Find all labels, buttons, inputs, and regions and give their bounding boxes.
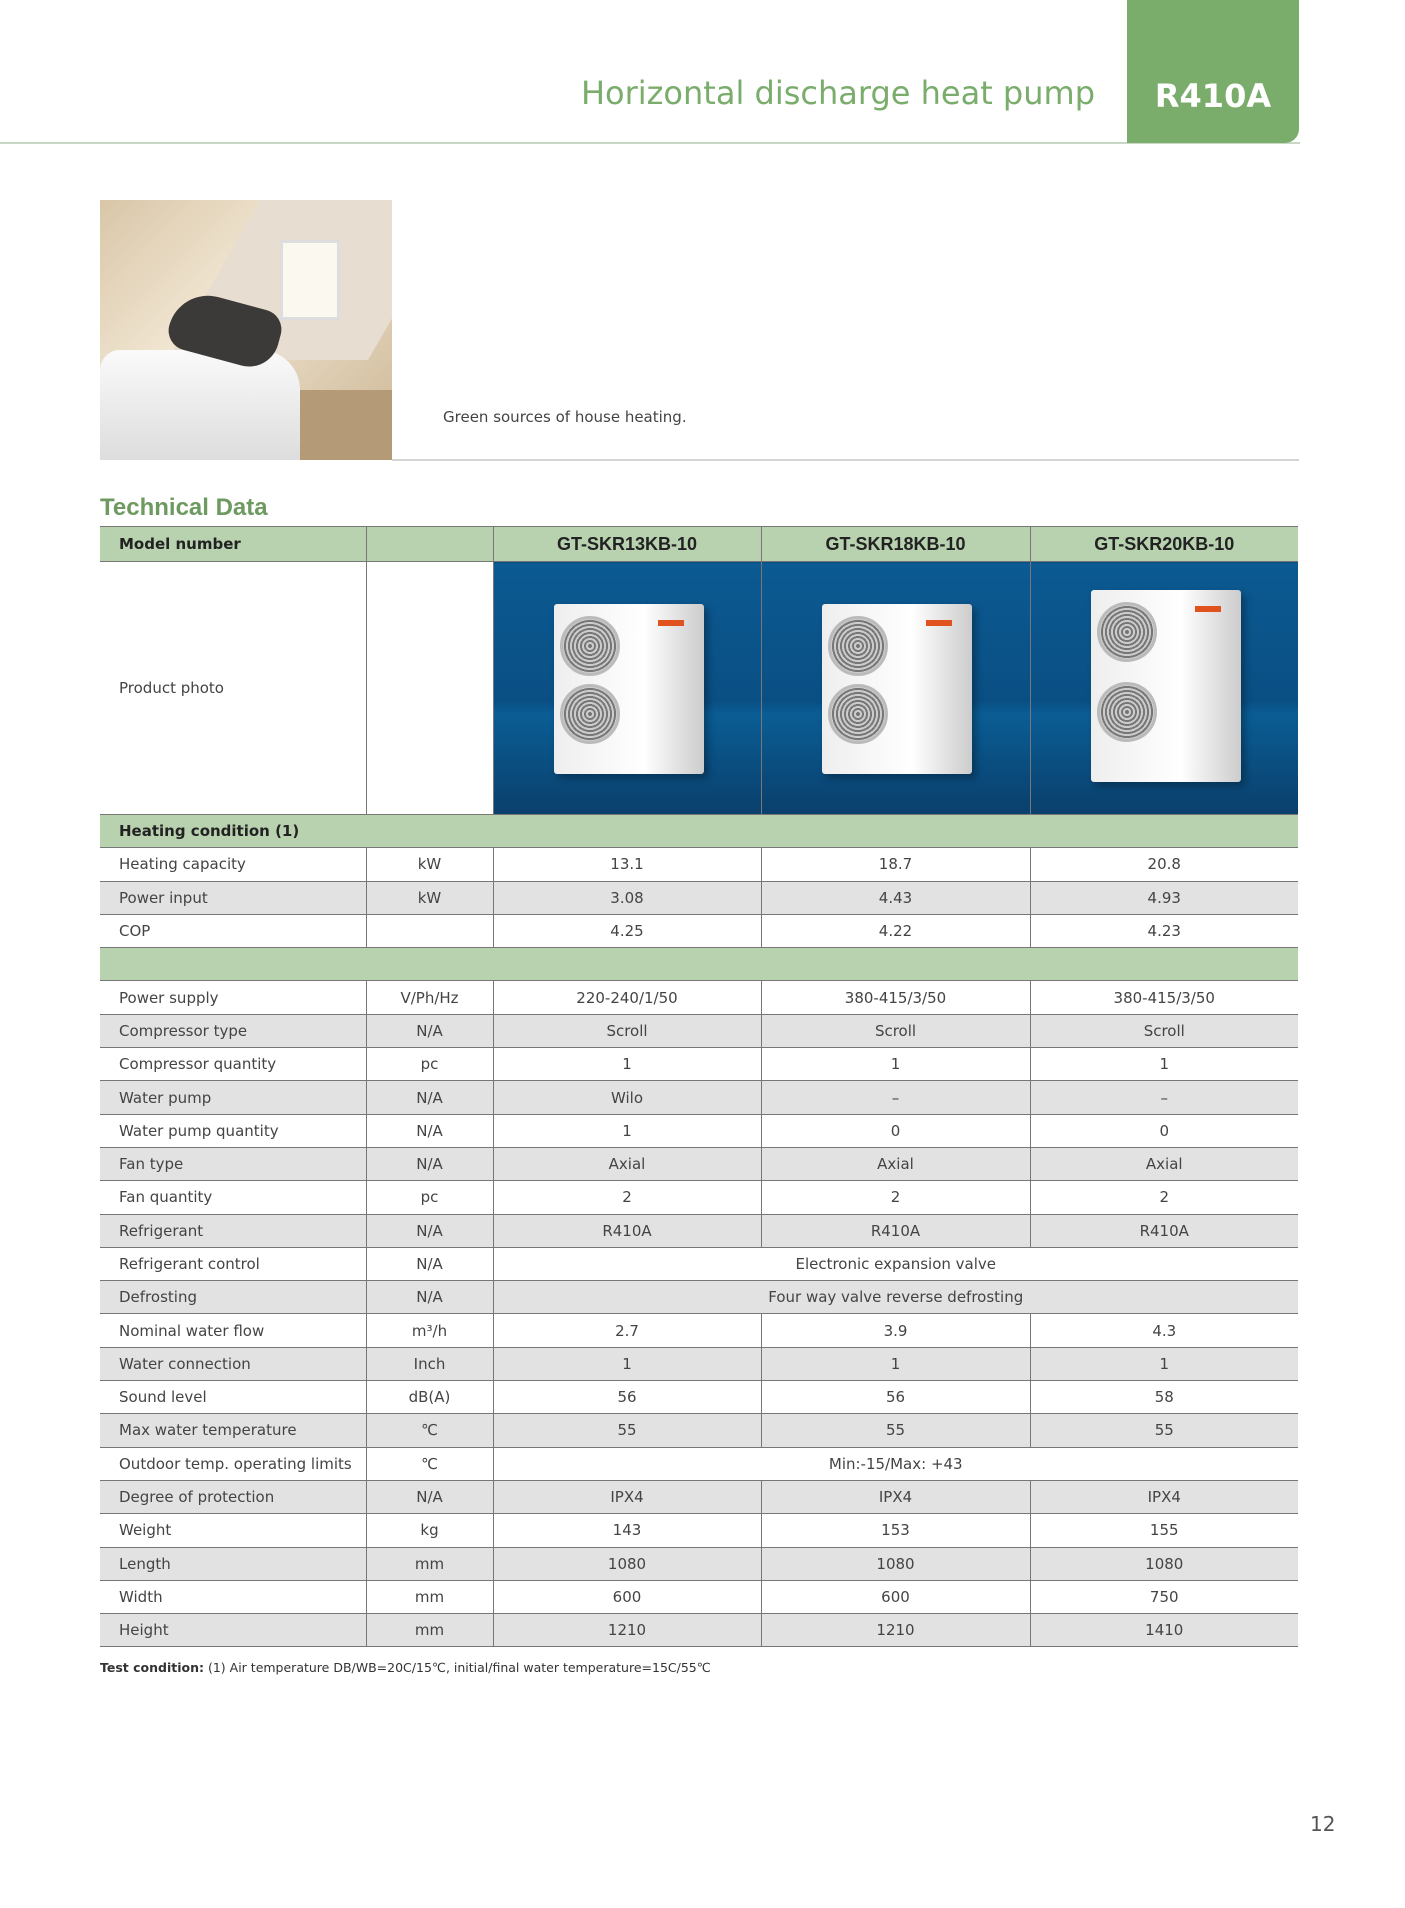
- table-header-row: [100, 527, 1298, 562]
- product-photo: [761, 562, 1030, 815]
- row-unit: dB(A): [366, 1381, 493, 1414]
- row-value: 1080: [493, 1547, 761, 1580]
- model-header: GT-SKR18KB-10: [761, 527, 1030, 562]
- row-label: Degree of protection: [100, 1480, 366, 1513]
- model-header: GT-SKR13KB-10: [493, 527, 761, 562]
- row-value: Scroll: [761, 1014, 1030, 1047]
- row-unit: mm: [366, 1614, 493, 1647]
- note-label: Test condition:: [100, 1660, 204, 1675]
- product-photo: [1030, 562, 1298, 815]
- table-row: [100, 1480, 1298, 1513]
- row-value: 20.8: [1030, 848, 1298, 881]
- row-value: R410A: [761, 1214, 1030, 1247]
- section-label: Heating condition (1): [100, 815, 1298, 848]
- row-label: Max water temperature: [100, 1414, 366, 1447]
- row-label: Heating capacity: [100, 848, 366, 881]
- row-value: Scroll: [1030, 1014, 1298, 1047]
- row-label: Length: [100, 1547, 366, 1580]
- table-row: [100, 1114, 1298, 1147]
- product-photo: [493, 562, 761, 815]
- row-label: Compressor quantity: [100, 1048, 366, 1081]
- row-unit: N/A: [366, 1480, 493, 1513]
- row-label: Defrosting: [100, 1281, 366, 1314]
- row-value: Axial: [493, 1147, 761, 1180]
- header-rule: [0, 142, 1300, 144]
- table-row: [100, 1347, 1298, 1380]
- row-value: 0: [761, 1114, 1030, 1147]
- section-spacer: [100, 948, 1298, 981]
- row-value: Four way valve reverse defrosting: [493, 1281, 1298, 1314]
- table-row: [100, 1381, 1298, 1414]
- row-label: Outdoor temp. operating limits: [100, 1447, 366, 1480]
- table-row: [100, 1048, 1298, 1081]
- row-unit: m³/h: [366, 1314, 493, 1347]
- table-row: [100, 1447, 1298, 1480]
- row-unit: N/A: [366, 1281, 493, 1314]
- table-row: [100, 914, 1298, 947]
- row-value: 2: [493, 1181, 761, 1214]
- page-title: Horizontal discharge heat pump: [580, 74, 1095, 112]
- row-value: 13.1: [493, 848, 761, 881]
- row-label: Water connection: [100, 1347, 366, 1380]
- table-row: [100, 1214, 1298, 1247]
- row-label: COP: [100, 914, 366, 947]
- row-unit: pc: [366, 1181, 493, 1214]
- row-value: R410A: [493, 1214, 761, 1247]
- table-row: [100, 1614, 1298, 1647]
- row-value: 58: [1030, 1381, 1298, 1414]
- row-label: Fan type: [100, 1147, 366, 1180]
- table-row: [100, 1514, 1298, 1547]
- row-value: 55: [1030, 1414, 1298, 1447]
- row-value: 2.7: [493, 1314, 761, 1347]
- section-title: Technical Data: [100, 494, 268, 521]
- table-row: [100, 1014, 1298, 1047]
- row-value: 380-415/3/50: [761, 981, 1030, 1014]
- row-value: 1: [761, 1347, 1030, 1380]
- table-row: [100, 1281, 1298, 1314]
- row-value: 1: [761, 1048, 1030, 1081]
- row-value: 600: [493, 1580, 761, 1613]
- lifestyle-photo: [100, 200, 392, 460]
- row-value: 56: [493, 1381, 761, 1414]
- row-unit: N/A: [366, 1214, 493, 1247]
- row-value: –: [1030, 1081, 1298, 1114]
- row-value: Min:-15/Max: +43: [493, 1447, 1298, 1480]
- divider: [392, 459, 1299, 461]
- row-value: 56: [761, 1381, 1030, 1414]
- row-value: 4.93: [1030, 881, 1298, 914]
- row-value: 1: [1030, 1347, 1298, 1380]
- row-unit: N/A: [366, 1147, 493, 1180]
- row-value: 55: [761, 1414, 1030, 1447]
- row-unit: kW: [366, 881, 493, 914]
- row-value: 3.9: [761, 1314, 1030, 1347]
- row-value: 1: [493, 1114, 761, 1147]
- row-label: Width: [100, 1580, 366, 1613]
- row-value: 4.23: [1030, 914, 1298, 947]
- row-label: Fan quantity: [100, 1181, 366, 1214]
- table-row: [100, 1580, 1298, 1613]
- row-value: Axial: [761, 1147, 1030, 1180]
- table-row: [100, 1081, 1298, 1114]
- row-value: 55: [493, 1414, 761, 1447]
- row-value: 155: [1030, 1514, 1298, 1547]
- row-unit: pc: [366, 1048, 493, 1081]
- row-value: 2: [761, 1181, 1030, 1214]
- row-label: Product photo: [100, 562, 366, 815]
- row-value: Scroll: [493, 1014, 761, 1047]
- section-row: [100, 815, 1298, 848]
- table-row: [100, 981, 1298, 1014]
- row-unit: kW: [366, 848, 493, 881]
- row-value: 1210: [493, 1614, 761, 1647]
- row-label: Compressor type: [100, 1014, 366, 1047]
- row-unit: mm: [366, 1547, 493, 1580]
- page-number: 12: [1310, 1812, 1336, 1836]
- row-value: 4.3: [1030, 1314, 1298, 1347]
- row-value: 750: [1030, 1580, 1298, 1613]
- test-condition-note: [100, 1660, 711, 1675]
- row-value: 1080: [761, 1547, 1030, 1580]
- model-header: GT-SKR20KB-10: [1030, 527, 1298, 562]
- row-label: Height: [100, 1614, 366, 1647]
- row-value: 600: [761, 1580, 1030, 1613]
- row-unit: N/A: [366, 1081, 493, 1114]
- row-unit: kg: [366, 1514, 493, 1547]
- row-value: 1: [493, 1048, 761, 1081]
- table-row: [100, 1247, 1298, 1280]
- row-unit: N/A: [366, 1114, 493, 1147]
- row-value: 1: [493, 1347, 761, 1380]
- row-value: 4.43: [761, 881, 1030, 914]
- row-unit: mm: [366, 1580, 493, 1613]
- row-label: Power input: [100, 881, 366, 914]
- table-row: [100, 1314, 1298, 1347]
- row-value: R410A: [1030, 1214, 1298, 1247]
- section-row: [100, 948, 1298, 981]
- table-row: [100, 1147, 1298, 1180]
- row-label: Refrigerant: [100, 1214, 366, 1247]
- row-value: 1210: [761, 1614, 1030, 1647]
- row-value: 2: [1030, 1181, 1298, 1214]
- row-value: 1: [1030, 1048, 1298, 1081]
- row-label: Weight: [100, 1514, 366, 1547]
- row-value: IPX4: [493, 1480, 761, 1513]
- row-value: Electronic expansion valve: [493, 1247, 1298, 1280]
- photo-caption: Green sources of house heating.: [443, 408, 687, 426]
- row-value: 220-240/1/50: [493, 981, 761, 1014]
- row-value: 1410: [1030, 1614, 1298, 1647]
- row-label: Sound level: [100, 1381, 366, 1414]
- header-label: Model number: [100, 527, 366, 562]
- table-row: [100, 881, 1298, 914]
- product-photo-row: [100, 562, 1298, 815]
- table-row: [100, 848, 1298, 881]
- row-value: 153: [761, 1514, 1030, 1547]
- row-value: IPX4: [1030, 1480, 1298, 1513]
- row-label: Power supply: [100, 981, 366, 1014]
- row-value: 143: [493, 1514, 761, 1547]
- row-unit: N/A: [366, 1014, 493, 1047]
- row-unit: [366, 914, 493, 947]
- row-value: IPX4: [761, 1480, 1030, 1513]
- row-value: 380-415/3/50: [1030, 981, 1298, 1014]
- spec-table: [100, 526, 1298, 1647]
- row-value: Wilo: [493, 1081, 761, 1114]
- row-value: 4.22: [761, 914, 1030, 947]
- row-unit: V/Ph/Hz: [366, 981, 493, 1014]
- row-label: Refrigerant control: [100, 1247, 366, 1280]
- row-label: Nominal water flow: [100, 1314, 366, 1347]
- row-value: 0: [1030, 1114, 1298, 1147]
- table-row: [100, 1181, 1298, 1214]
- refrigerant-tab: R410A: [1127, 0, 1299, 143]
- row-value: 4.25: [493, 914, 761, 947]
- table-row: [100, 1547, 1298, 1580]
- row-unit: Inch: [366, 1347, 493, 1380]
- row-unit: ℃: [366, 1414, 493, 1447]
- table-row: [100, 1414, 1298, 1447]
- header-unit: [366, 527, 493, 562]
- row-unit: N/A: [366, 1247, 493, 1280]
- note-text: (1) Air temperature DB/WB=20C/15℃, initial/final water temperature=15C/55℃: [204, 1660, 711, 1675]
- row-label: Water pump: [100, 1081, 366, 1114]
- row-value: 18.7: [761, 848, 1030, 881]
- row-value: 3.08: [493, 881, 761, 914]
- row-label: Water pump quantity: [100, 1114, 366, 1147]
- row-unit: ℃: [366, 1447, 493, 1480]
- row-value: –: [761, 1081, 1030, 1114]
- row-value: 1080: [1030, 1547, 1298, 1580]
- row-value: Axial: [1030, 1147, 1298, 1180]
